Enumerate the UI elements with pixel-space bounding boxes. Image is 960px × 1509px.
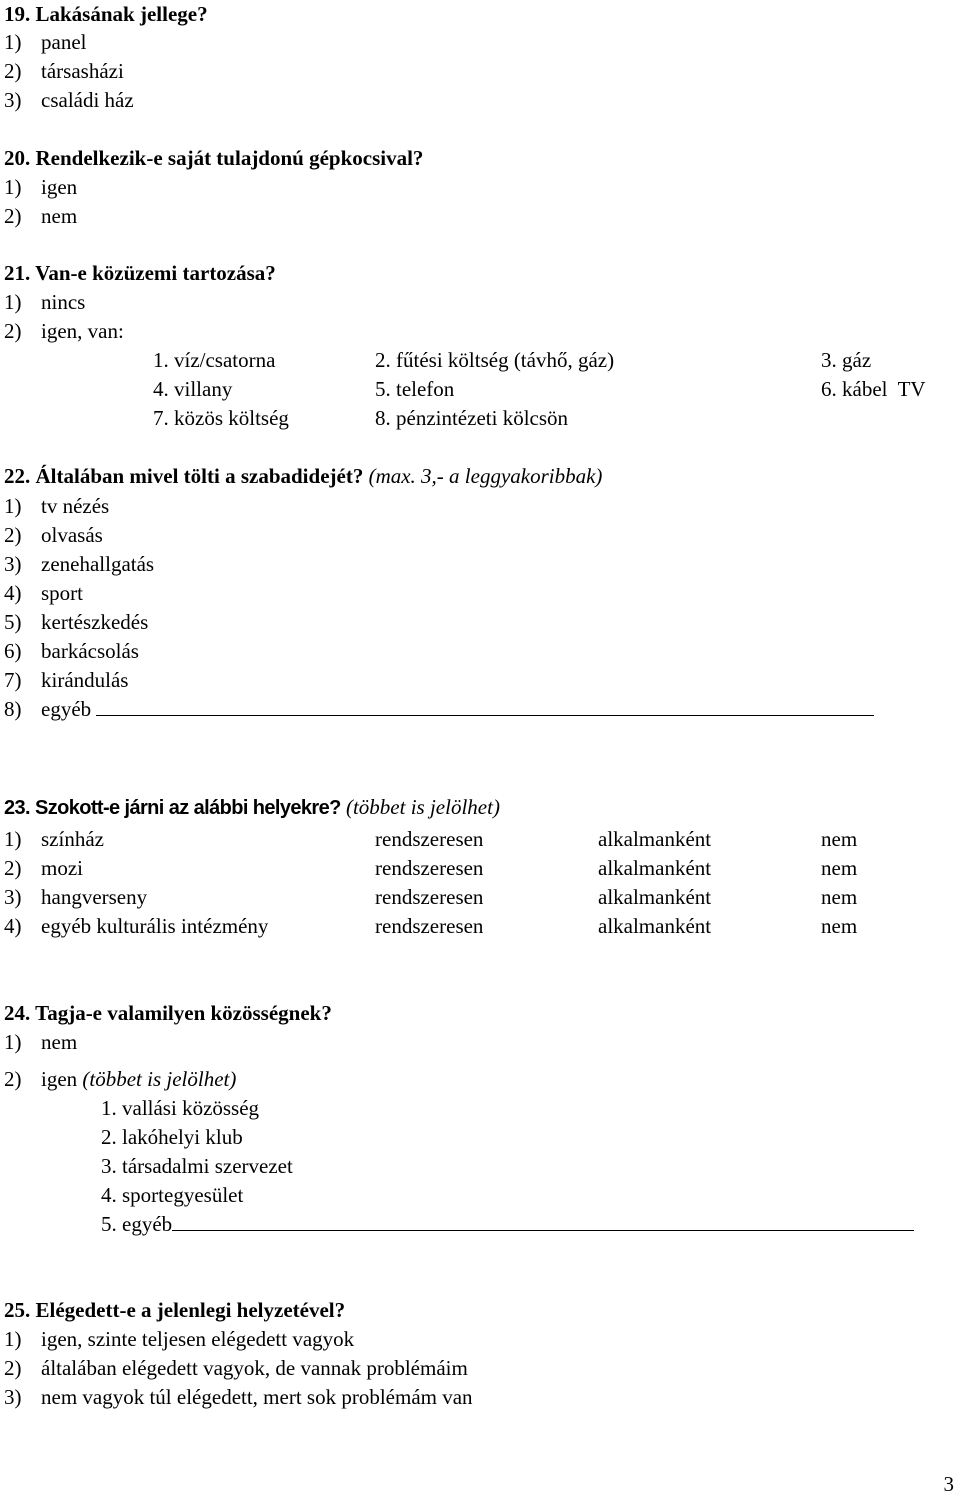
option-label: zenehallgatás: [41, 552, 155, 576]
debt-electricity[interactable]: 4. villany: [153, 377, 233, 401]
debt-gas[interactable]: 3. gáz: [821, 348, 872, 372]
option-number: 2): [4, 204, 22, 228]
option-number: 2): [4, 1356, 22, 1380]
option-number: 2): [4, 59, 22, 83]
option-number: 1): [4, 175, 22, 199]
option-label: kertészkedés: [41, 610, 149, 634]
answer-regularly[interactable]: rendszeresen: [375, 885, 484, 909]
q22-option-7[interactable]: [4, 668, 128, 692]
option-number: 2): [4, 523, 22, 547]
place-label: egyéb kulturális intézmény: [41, 914, 269, 938]
option-number: 8): [4, 697, 22, 721]
other-community-blank[interactable]: [172, 1212, 914, 1231]
community-social-org[interactable]: 3. társadalmi szervezet: [101, 1154, 293, 1178]
option-hint: (többet is jelölhet): [82, 1067, 237, 1091]
page-number: 3: [943, 1472, 954, 1496]
q23-row-4: [4, 914, 268, 938]
option-number: 6): [4, 639, 22, 663]
option-number: 2): [4, 319, 22, 343]
option-label: nincs: [41, 290, 86, 314]
debt-common-cost[interactable]: 7. közös költség: [153, 406, 289, 430]
option-label: egyéb: [41, 697, 92, 721]
option-number: 3): [4, 552, 22, 576]
option-label: kirándulás: [41, 668, 129, 692]
q25-option-3[interactable]: [4, 1385, 473, 1409]
q19-option-3[interactable]: [4, 88, 134, 112]
answer-regularly[interactable]: rendszeresen: [375, 827, 484, 851]
question-24-title: 24. Tagja-e valamilyen közösségnek?: [4, 1001, 332, 1025]
question-23-hint: (többet is jelölhet): [345, 795, 500, 819]
q25-option-2[interactable]: [4, 1356, 468, 1380]
question-23-heading: [4, 795, 500, 820]
option-label: társasházi: [41, 59, 124, 83]
option-number: 3): [4, 88, 22, 112]
debt-water[interactable]: 1. víz/csatorna: [153, 348, 276, 372]
question-22-title: 22. Általában mivel tölti a szabadidejét?: [4, 464, 364, 488]
option-label: nem: [41, 204, 78, 228]
option-number: 1): [4, 290, 22, 314]
answer-occasionally[interactable]: alkalmanként: [598, 914, 712, 938]
option-label: igen, szinte teljesen elégedett vagyok: [41, 1327, 355, 1351]
community-sports-club[interactable]: 4. sportegyesület: [101, 1183, 244, 1207]
q23-row-3: [4, 885, 147, 909]
community-other[interactable]: [101, 1212, 914, 1236]
option-label: tv nézés: [41, 494, 110, 518]
answer-no[interactable]: nem: [821, 885, 858, 909]
debt-cable-tv[interactable]: 6. kábel TV: [821, 377, 926, 401]
question-23-title: 23. Szokott-e járni az alábbi helyekre?: [4, 797, 341, 819]
option-label: általában elégedett vagyok, de vannak problémáim: [41, 1356, 468, 1380]
q22-option-1[interactable]: [4, 494, 109, 518]
question-21-title: 21. Van-e közüzemi tartozása?: [4, 261, 276, 285]
q23-row-2: [4, 856, 83, 880]
option-label: nem vagyok túl elégedett, mert sok problémám van: [41, 1385, 473, 1409]
answer-no[interactable]: nem: [821, 856, 858, 880]
community-religious[interactable]: 1. vallási közösség: [101, 1096, 260, 1120]
option-label: panel: [41, 30, 87, 54]
option-number: 5): [4, 610, 22, 634]
q22-option-5[interactable]: [4, 610, 148, 634]
option-number: 3): [4, 1385, 22, 1409]
option-number: 1): [4, 1030, 22, 1054]
option-number: 7): [4, 668, 22, 692]
answer-regularly[interactable]: rendszeresen: [375, 914, 484, 938]
row-number: 1): [4, 827, 22, 851]
debt-bank-loan[interactable]: 8. pénzintézeti kölcsön: [375, 406, 569, 430]
row-number: 2): [4, 856, 22, 880]
q24-option-1[interactable]: [4, 1030, 77, 1054]
option-number: 4): [4, 581, 22, 605]
question-22-heading: [4, 464, 602, 488]
option-label: igen, van:: [41, 319, 124, 343]
other-answer-blank[interactable]: [96, 697, 874, 716]
option-label: családi ház: [41, 88, 134, 112]
answer-occasionally[interactable]: alkalmanként: [598, 885, 712, 909]
q22-option-8[interactable]: [4, 697, 874, 721]
q25-option-1[interactable]: [4, 1327, 354, 1351]
debt-phone[interactable]: 5. telefon: [375, 377, 455, 401]
option-number: 1): [4, 30, 22, 54]
option-label: barkácsolás: [41, 639, 139, 663]
answer-occasionally[interactable]: alkalmanként: [598, 856, 712, 880]
question-25-title: 25. Elégedett-e a jelenlegi helyzetével?: [4, 1298, 346, 1322]
question-22-hint: (max. 3,- a leggyakoribbak): [368, 464, 603, 488]
q19-option-2[interactable]: [4, 59, 124, 83]
debt-heating[interactable]: 2. fűtési költség (távhő, gáz): [375, 348, 615, 372]
answer-regularly[interactable]: rendszeresen: [375, 856, 484, 880]
answer-no[interactable]: nem: [821, 827, 858, 851]
question-20-title: 20. Rendelkezik-e saját tulajdonú gépkocsival?: [4, 146, 424, 170]
place-label: mozi: [41, 856, 83, 880]
option-label: olvasás: [41, 523, 103, 547]
place-label: hangverseny: [41, 885, 148, 909]
option-label: 5. egyéb: [101, 1212, 173, 1236]
q20-option-1[interactable]: [4, 175, 77, 199]
q21-option-1[interactable]: [4, 290, 85, 314]
q21-option-2[interactable]: [4, 319, 124, 343]
answer-no[interactable]: nem: [821, 914, 858, 938]
q23-row-1: [4, 827, 104, 851]
option-number: 1): [4, 1327, 22, 1351]
option-label: igen: [41, 175, 78, 199]
community-local-club[interactable]: 2. lakóhelyi klub: [101, 1125, 243, 1149]
q19-option-1[interactable]: [4, 30, 86, 54]
option-number: 2): [4, 1067, 22, 1091]
option-label: igen: [41, 1067, 78, 1091]
question-19-title: 19. Lakásának jellege?: [4, 2, 208, 26]
option-label: sport: [41, 581, 83, 605]
q24-option-2[interactable]: [4, 1067, 236, 1091]
q22-option-6[interactable]: [4, 639, 139, 663]
option-number: 1): [4, 494, 22, 518]
option-label: nem: [41, 1030, 78, 1054]
answer-occasionally[interactable]: alkalmanként: [598, 827, 712, 851]
q20-option-2[interactable]: [4, 204, 77, 228]
q22-option-4[interactable]: [4, 581, 83, 605]
row-number: 3): [4, 885, 22, 909]
row-number: 4): [4, 914, 22, 938]
q22-option-2[interactable]: [4, 523, 103, 547]
q22-option-3[interactable]: [4, 552, 154, 576]
place-label: színház: [41, 827, 104, 851]
